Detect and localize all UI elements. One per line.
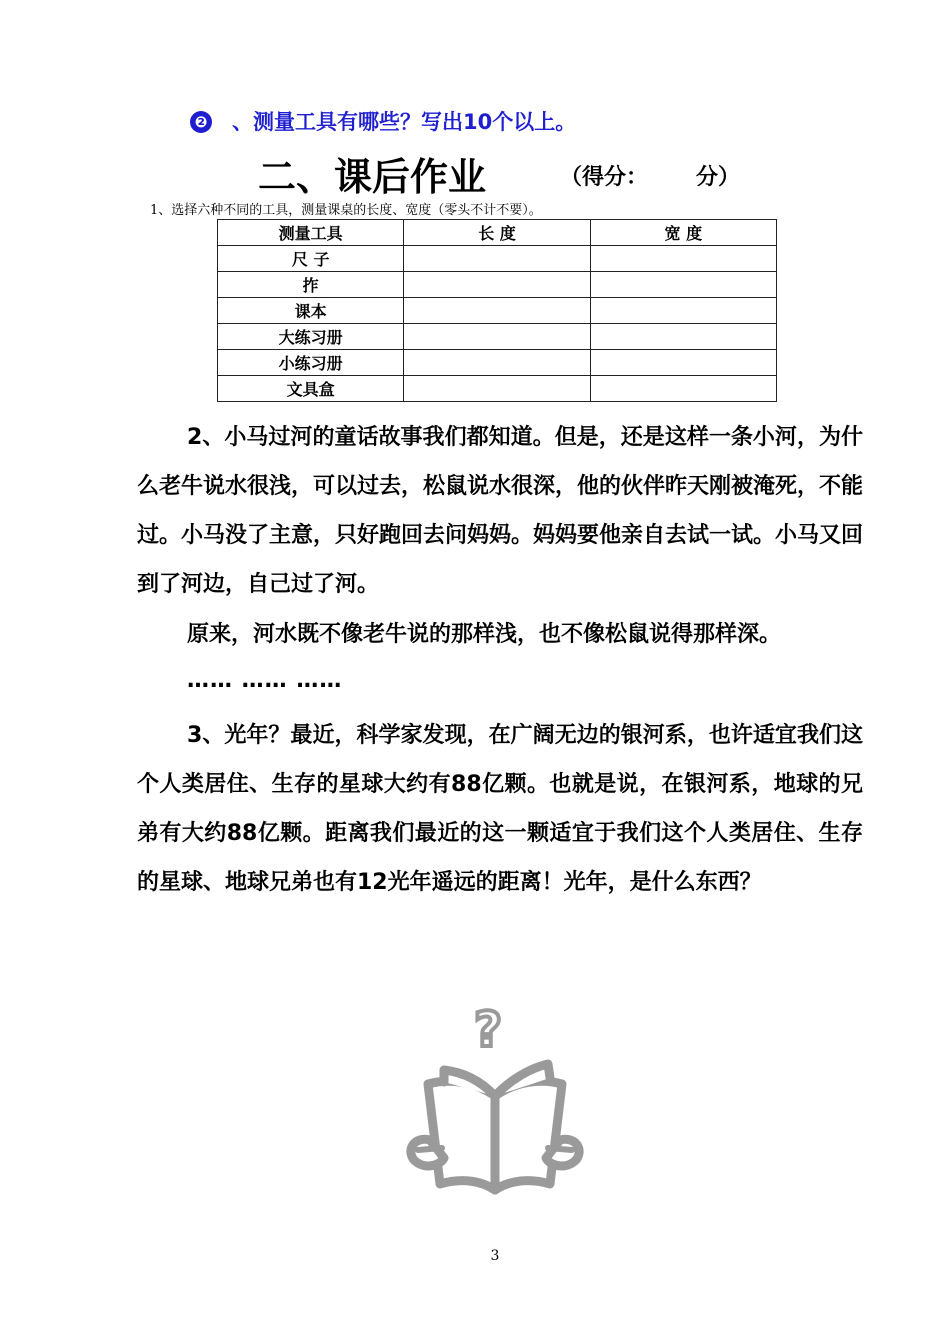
task2-conclusion: 原来，河水既不像老牛说的那样浅，也不像松鼠说得那样深。	[187, 622, 782, 647]
table-row	[218, 324, 777, 350]
question-heading-text: 、测量工具有哪些？写出10个以上。	[232, 110, 577, 134]
ellipsis: …… …… ……	[187, 668, 343, 693]
tool-name: 小练习册	[218, 350, 404, 376]
question-mark-icon: ?	[474, 1002, 502, 1058]
tool-name: 拃	[218, 272, 404, 298]
number-bullet-icon: ❷	[190, 111, 212, 133]
table-row	[218, 246, 777, 272]
measurement-table	[217, 219, 777, 402]
tool-name: 文具盒	[218, 376, 404, 402]
width-cell[interactable]	[590, 350, 776, 376]
tool-name: 课本	[218, 298, 404, 324]
width-cell[interactable]	[590, 272, 776, 298]
table-row	[218, 350, 777, 376]
section-title: 二、课后作业	[258, 155, 487, 199]
length-cell[interactable]	[404, 350, 590, 376]
score-open: （得分：	[560, 165, 649, 190]
table-row	[218, 376, 777, 402]
width-cell[interactable]	[590, 298, 776, 324]
length-cell[interactable]	[404, 376, 590, 402]
header-tool: 测量工具	[218, 220, 404, 246]
table-header-row	[218, 220, 777, 246]
task1-instruction: 1、选择六种不同的工具，测量课桌的长度、宽度（零头不计不要）。	[150, 203, 542, 218]
length-cell[interactable]	[404, 324, 590, 350]
reading-book-illustration	[400, 1000, 590, 1204]
question-heading	[190, 106, 576, 136]
length-cell[interactable]	[404, 298, 590, 324]
width-cell[interactable]	[590, 246, 776, 272]
width-cell[interactable]	[590, 324, 776, 350]
width-cell[interactable]	[590, 376, 776, 402]
header-length: 长 度	[404, 220, 590, 246]
tool-name: 尺 子	[218, 246, 404, 272]
score-label	[560, 160, 740, 191]
header-width: 宽 度	[590, 220, 776, 246]
open-book-icon	[400, 1000, 590, 1200]
task2-paragraph: 2、小马过河的童话故事我们都知道。但是，还是这样一条小河，为什么老牛说水很浅，可以过去，松鼠说水很深，他的伙伴昨天刚被淹死，不能过。小马没了主意，只好跑回去问妈妈。妈妈要他亲自去试一试。小马又回到了河边，自己过了河。	[137, 425, 864, 597]
tool-name: 大练习册	[218, 324, 404, 350]
page-number: 3	[490, 1248, 500, 1264]
table-row	[218, 272, 777, 298]
length-cell[interactable]	[404, 272, 590, 298]
length-cell[interactable]	[404, 246, 590, 272]
task3-paragraph: 3、光年？最近，科学家发现，在广阔无边的银河系，也许适宜我们这个人类居住、生存的星球大约有88亿颗。也就是说，在银河系，地球的兄弟有大约88亿颗。距离我们最近的这一颗适宜于我们这个人类居住、生存的星球、地球兄弟也有12光年遥远的距离！光年，是什么东西？	[137, 723, 863, 895]
score-close: 分）	[696, 165, 741, 190]
table-row	[218, 298, 777, 324]
